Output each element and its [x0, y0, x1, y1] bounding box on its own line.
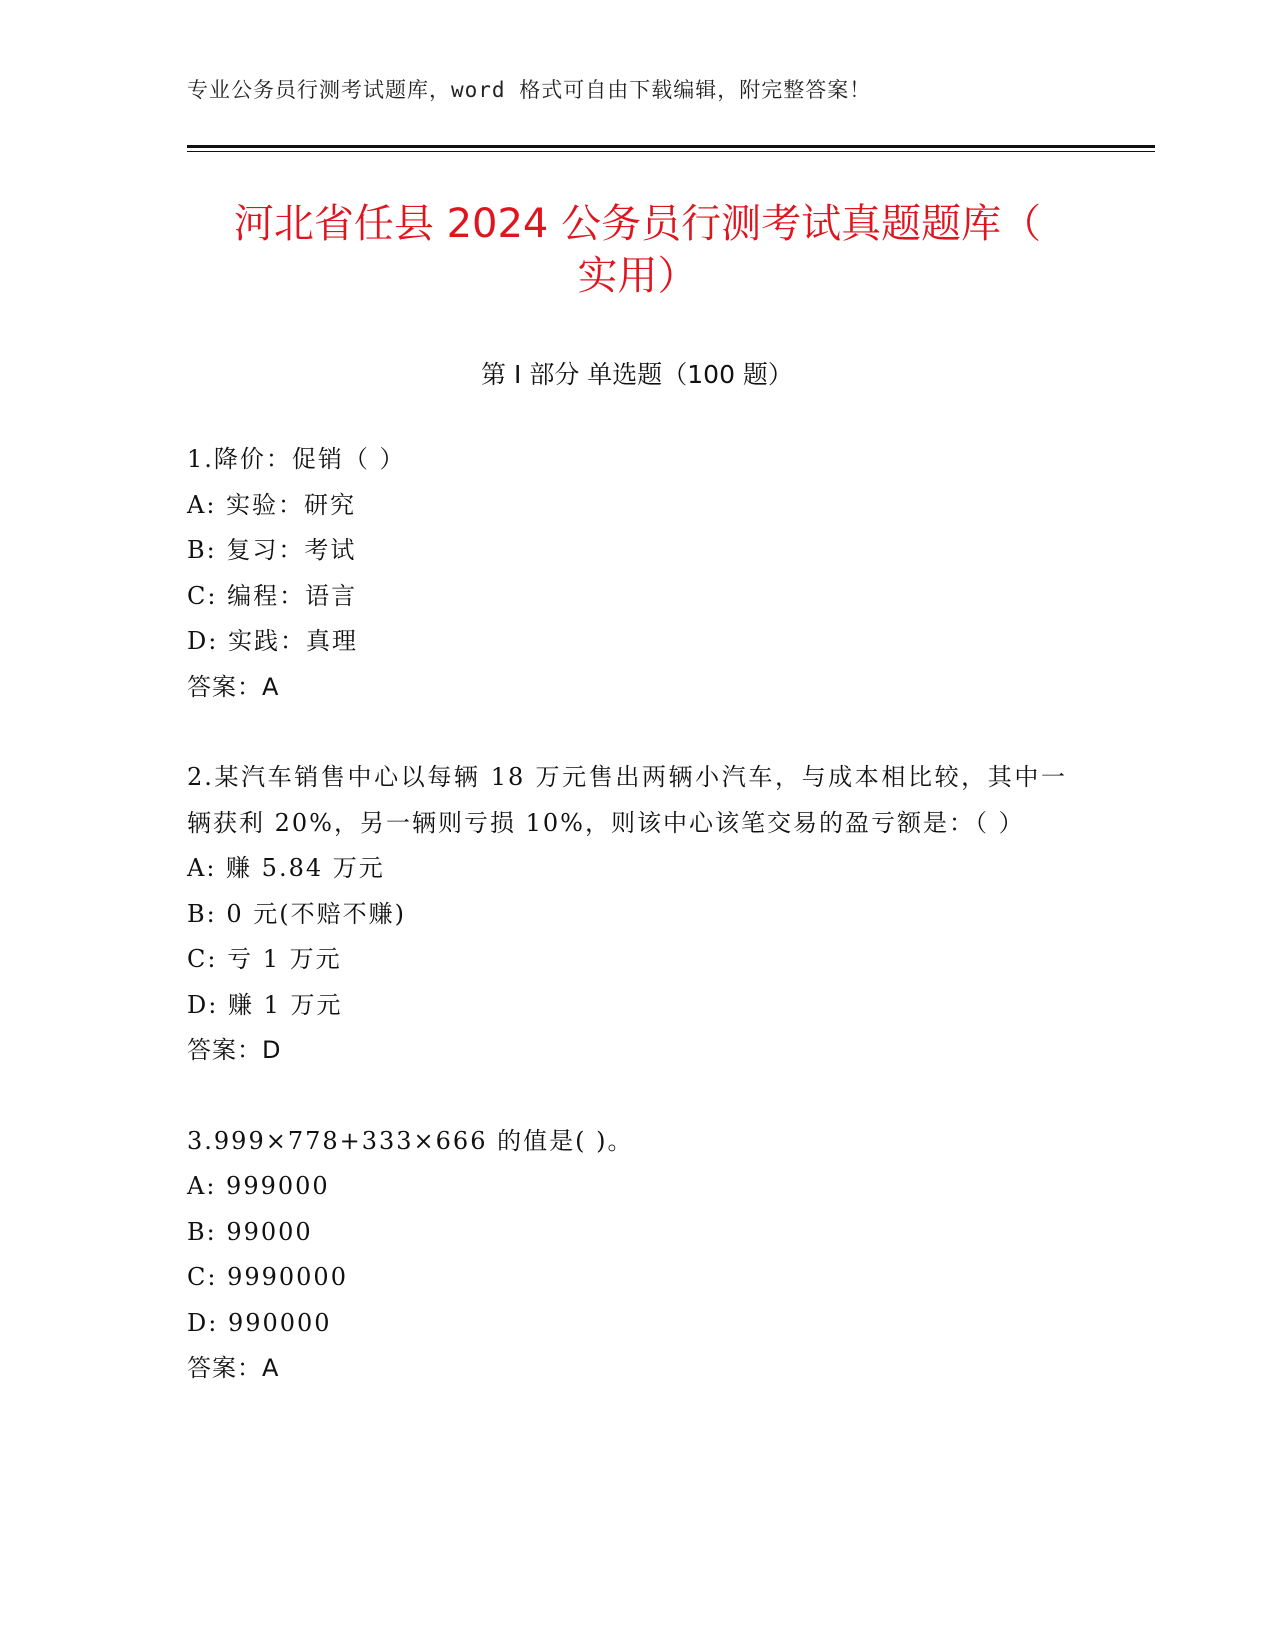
question-stem: 2.某汽车销售中心以每辆 18 万元售出两辆小汽车，与成本相比较，其中一辆获利 20%，另一辆则亏损 10%，则该中心该笔交易的盈亏额是：（ ）: [187, 763, 1067, 837]
section-title: 第 I 部分 单选题（100 题）: [481, 360, 793, 389]
option-c: C: 9990000: [187, 1263, 348, 1291]
option-c: C: 编程：语言: [187, 581, 358, 610]
option-d: D: 990000: [187, 1308, 332, 1337]
document-title-line-1: 河北省任县 2024 公务员行测考试真题题库（: [233, 201, 1042, 247]
question-2: [187, 755, 1087, 1074]
answer: 答案：A: [187, 672, 280, 701]
question-3: [187, 1119, 1087, 1392]
option-b: B: 复习：考试: [187, 536, 357, 564]
header-note: 专业公务员行测考试题库，word 格式可自由下载编辑，附完整答案！: [187, 78, 872, 102]
option-b: B: 99000: [187, 1217, 313, 1246]
document-title: [175, 198, 1100, 302]
header-divider-thick: [187, 145, 1155, 148]
option-b: B: 0 元(不赔不赚): [187, 899, 406, 928]
document-title-line-2: 实用）: [577, 253, 698, 299]
answer: 答案：A: [187, 1354, 280, 1382]
question-1: [187, 437, 1087, 710]
question-spacer: [187, 1074, 1087, 1119]
option-a: A: 999000: [187, 1172, 330, 1200]
question-stem: 3.999×778+333×666 的值是( )。: [187, 1126, 634, 1155]
question-stem: 1.降价：促销（ ）: [187, 445, 406, 473]
option-a: A: 赚 5.84 万元: [187, 854, 385, 882]
option-c: C: 亏 1 万元: [187, 945, 342, 973]
question-spacer: [187, 710, 1087, 755]
option-d: D: 赚 1 万元: [187, 990, 343, 1019]
question-list: [187, 437, 1087, 1392]
option-d: D: 实践：真理: [187, 627, 358, 655]
option-a: A: 实验：研究: [187, 490, 357, 519]
header-divider-thin: [187, 151, 1155, 152]
answer: 答案：D: [187, 1036, 282, 1064]
